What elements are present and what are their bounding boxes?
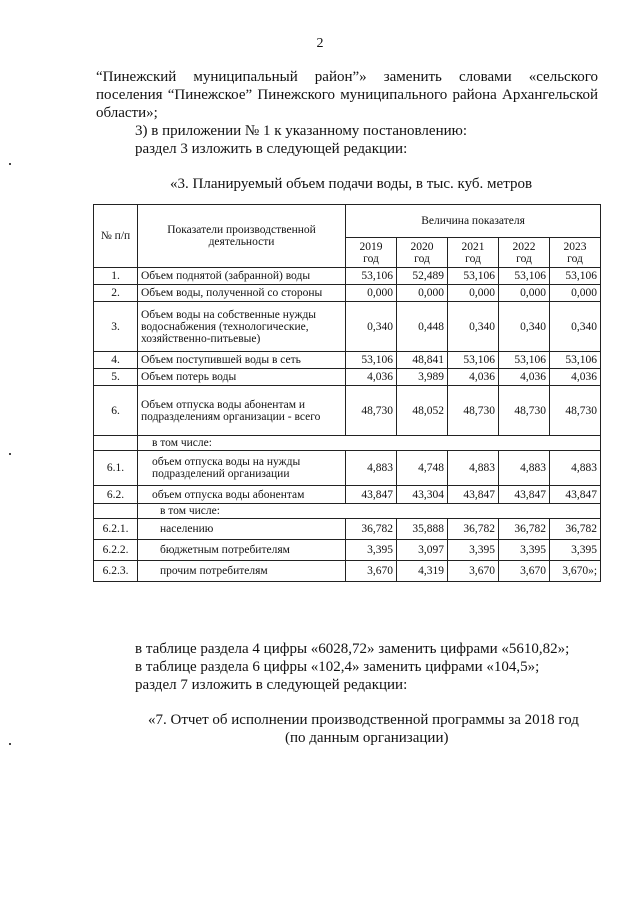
row-number: 2. xyxy=(94,285,138,302)
after-line-1: в таблице раздела 4 цифры «6028,72» заменить цифрами «5610,82»; xyxy=(135,641,570,657)
table-row xyxy=(94,436,601,451)
row-indicator: прочим потребителям xyxy=(138,561,346,582)
row-value: 43,847 xyxy=(499,486,550,504)
header-year-unit: год xyxy=(363,252,379,265)
row-value: 3,989 xyxy=(397,369,448,386)
row-value: 53,106 xyxy=(346,268,397,285)
row-number: 6.2. xyxy=(94,486,138,504)
row-value: 53,106 xyxy=(448,268,499,285)
section-3-title: «3. Планируемый объем подачи воды, в тыс. куб. метров xyxy=(170,176,533,192)
row-number: 6. xyxy=(94,386,138,436)
row-value: 36,782 xyxy=(499,519,550,540)
row-value: 3,395 xyxy=(550,540,601,561)
row-indicator: в том числе: xyxy=(138,504,601,519)
intro-line-5: раздел 3 изложить в следующей редакции: xyxy=(135,141,408,157)
header-year-unit: год xyxy=(465,252,481,265)
intro-line-1: “Пинежский муниципальный район”» заменить словами «сельского xyxy=(96,69,598,85)
row-value: 48,730 xyxy=(448,386,499,436)
row-value: 53,106 xyxy=(448,352,499,369)
row-value: 3,670 xyxy=(346,561,397,582)
row-value: 53,106 xyxy=(499,352,550,369)
row-value: 4,883 xyxy=(499,451,550,486)
row-value: 48,730 xyxy=(346,386,397,436)
header-year-number: 2020 xyxy=(410,240,434,253)
row-value: 0,000 xyxy=(397,285,448,302)
row-value: 48,841 xyxy=(397,352,448,369)
row-value: 3,395 xyxy=(499,540,550,561)
row-value: 0,000 xyxy=(550,285,601,302)
row-value: 4,883 xyxy=(448,451,499,486)
row-value: 4,883 xyxy=(550,451,601,486)
row-value: 48,730 xyxy=(499,386,550,436)
row-value: 0,340 xyxy=(346,302,397,352)
row-value: 4,748 xyxy=(397,451,448,486)
row-value: 52,489 xyxy=(397,268,448,285)
row-value: 53,106 xyxy=(550,352,601,369)
row-value: 0,340 xyxy=(448,302,499,352)
row-indicator: Объем потерь воды xyxy=(138,369,346,386)
header-year xyxy=(346,238,397,268)
row-value: 36,782 xyxy=(550,519,601,540)
row-number: 6.2.1. xyxy=(94,519,138,540)
section-7-title-line-2: (по данным организации) xyxy=(285,730,449,746)
row-value: 4,883 xyxy=(346,451,397,486)
row-number xyxy=(94,504,138,519)
row-value: 43,304 xyxy=(397,486,448,504)
row-indicator: в том числе: xyxy=(138,436,601,451)
row-number: 6.2.3. xyxy=(94,561,138,582)
row-value: 48,730 xyxy=(550,386,601,436)
table-row xyxy=(94,302,601,352)
row-value: 4,036 xyxy=(499,369,550,386)
row-number: 4. xyxy=(94,352,138,369)
intro-line-2: поселения “Пинежское” Пинежского муниципального района Архангельской xyxy=(96,87,598,103)
header-no: № п/п xyxy=(94,205,138,268)
table-row xyxy=(94,519,601,540)
table-row xyxy=(94,369,601,386)
row-indicator: Объем воды на собственные нужды водоснабжения (технологические, хозяйственно-питьевые) xyxy=(138,302,346,352)
row-value: 43,847 xyxy=(550,486,601,504)
header-year-unit: год xyxy=(516,252,532,265)
table-row xyxy=(94,504,601,519)
after-line-3: раздел 7 изложить в следующей редакции: xyxy=(135,677,408,693)
row-value: 3,670 xyxy=(499,561,550,582)
table-row xyxy=(94,386,601,436)
margin-mark xyxy=(9,453,11,455)
row-value: 0,000 xyxy=(448,285,499,302)
row-indicator: Объем поднятой (забранной) воды xyxy=(138,268,346,285)
row-indicator: Объем отпуска воды абонентам и подразделениям организации - всего xyxy=(138,386,346,436)
row-value: 35,888 xyxy=(397,519,448,540)
table-row xyxy=(94,540,601,561)
row-value: 0,340 xyxy=(499,302,550,352)
row-indicator: Объем воды, полученной со стороны xyxy=(138,285,346,302)
header-indicator: Показатели производственной деятельности xyxy=(138,205,346,268)
header-year-number: 2022 xyxy=(512,240,536,253)
row-number: 5. xyxy=(94,369,138,386)
table-row xyxy=(94,352,601,369)
table-row xyxy=(94,486,601,504)
row-value: 3,670»; xyxy=(550,561,601,582)
row-value: 3,395 xyxy=(346,540,397,561)
row-value: 43,847 xyxy=(448,486,499,504)
row-value: 0,340 xyxy=(550,302,601,352)
row-indicator: Объем поступившей воды в сеть xyxy=(138,352,346,369)
row-value: 53,106 xyxy=(346,352,397,369)
row-indicator: бюджетным потребителям xyxy=(138,540,346,561)
margin-mark xyxy=(9,163,11,165)
row-value: 36,782 xyxy=(346,519,397,540)
row-number: 6.2.2. xyxy=(94,540,138,561)
header-year xyxy=(499,238,550,268)
row-number: 3. xyxy=(94,302,138,352)
header-year-number: 2021 xyxy=(461,240,485,253)
table-row xyxy=(94,285,601,302)
row-number xyxy=(94,436,138,451)
table-row xyxy=(94,268,601,285)
row-number: 1. xyxy=(94,268,138,285)
row-number: 6.1. xyxy=(94,451,138,486)
intro-line-3: области»; xyxy=(96,105,158,121)
row-value: 43,847 xyxy=(346,486,397,504)
row-value: 36,782 xyxy=(448,519,499,540)
row-indicator: объем отпуска воды абонентам xyxy=(138,486,346,504)
row-value: 48,052 xyxy=(397,386,448,436)
row-value: 4,319 xyxy=(397,561,448,582)
row-value: 0,448 xyxy=(397,302,448,352)
intro-line-4: 3) в приложении № 1 к указанному постановлению: xyxy=(135,123,467,139)
after-line-2: в таблице раздела 6 цифры «102,4» заменить цифрами «104,5»; xyxy=(135,659,540,675)
row-value: 0,000 xyxy=(346,285,397,302)
water-supply-table xyxy=(93,204,601,582)
row-indicator: населению xyxy=(138,519,346,540)
row-value: 0,000 xyxy=(499,285,550,302)
row-value: 3,395 xyxy=(448,540,499,561)
section-7-title-line-1: «7. Отчет об исполнении производственной программы за 2018 год xyxy=(148,712,579,728)
row-value: 53,106 xyxy=(499,268,550,285)
margin-mark xyxy=(9,743,11,745)
header-year-number: 2023 xyxy=(563,240,587,253)
row-indicator: объем отпуска воды на нужды подразделений организации xyxy=(138,451,346,486)
table-row xyxy=(94,451,601,486)
row-value: 4,036 xyxy=(550,369,601,386)
header-year xyxy=(550,238,601,268)
row-value: 4,036 xyxy=(448,369,499,386)
header-year xyxy=(448,238,499,268)
header-year-unit: год xyxy=(567,252,583,265)
row-value: 3,097 xyxy=(397,540,448,561)
table-row xyxy=(94,561,601,582)
header-year xyxy=(397,238,448,268)
row-value: 3,670 xyxy=(448,561,499,582)
header-year-unit: год xyxy=(414,252,430,265)
row-value: 4,036 xyxy=(346,369,397,386)
row-value: 53,106 xyxy=(550,268,601,285)
page-number: 2 xyxy=(316,36,324,51)
header-year-number: 2019 xyxy=(359,240,383,253)
header-value: Величина показателя xyxy=(346,205,601,238)
